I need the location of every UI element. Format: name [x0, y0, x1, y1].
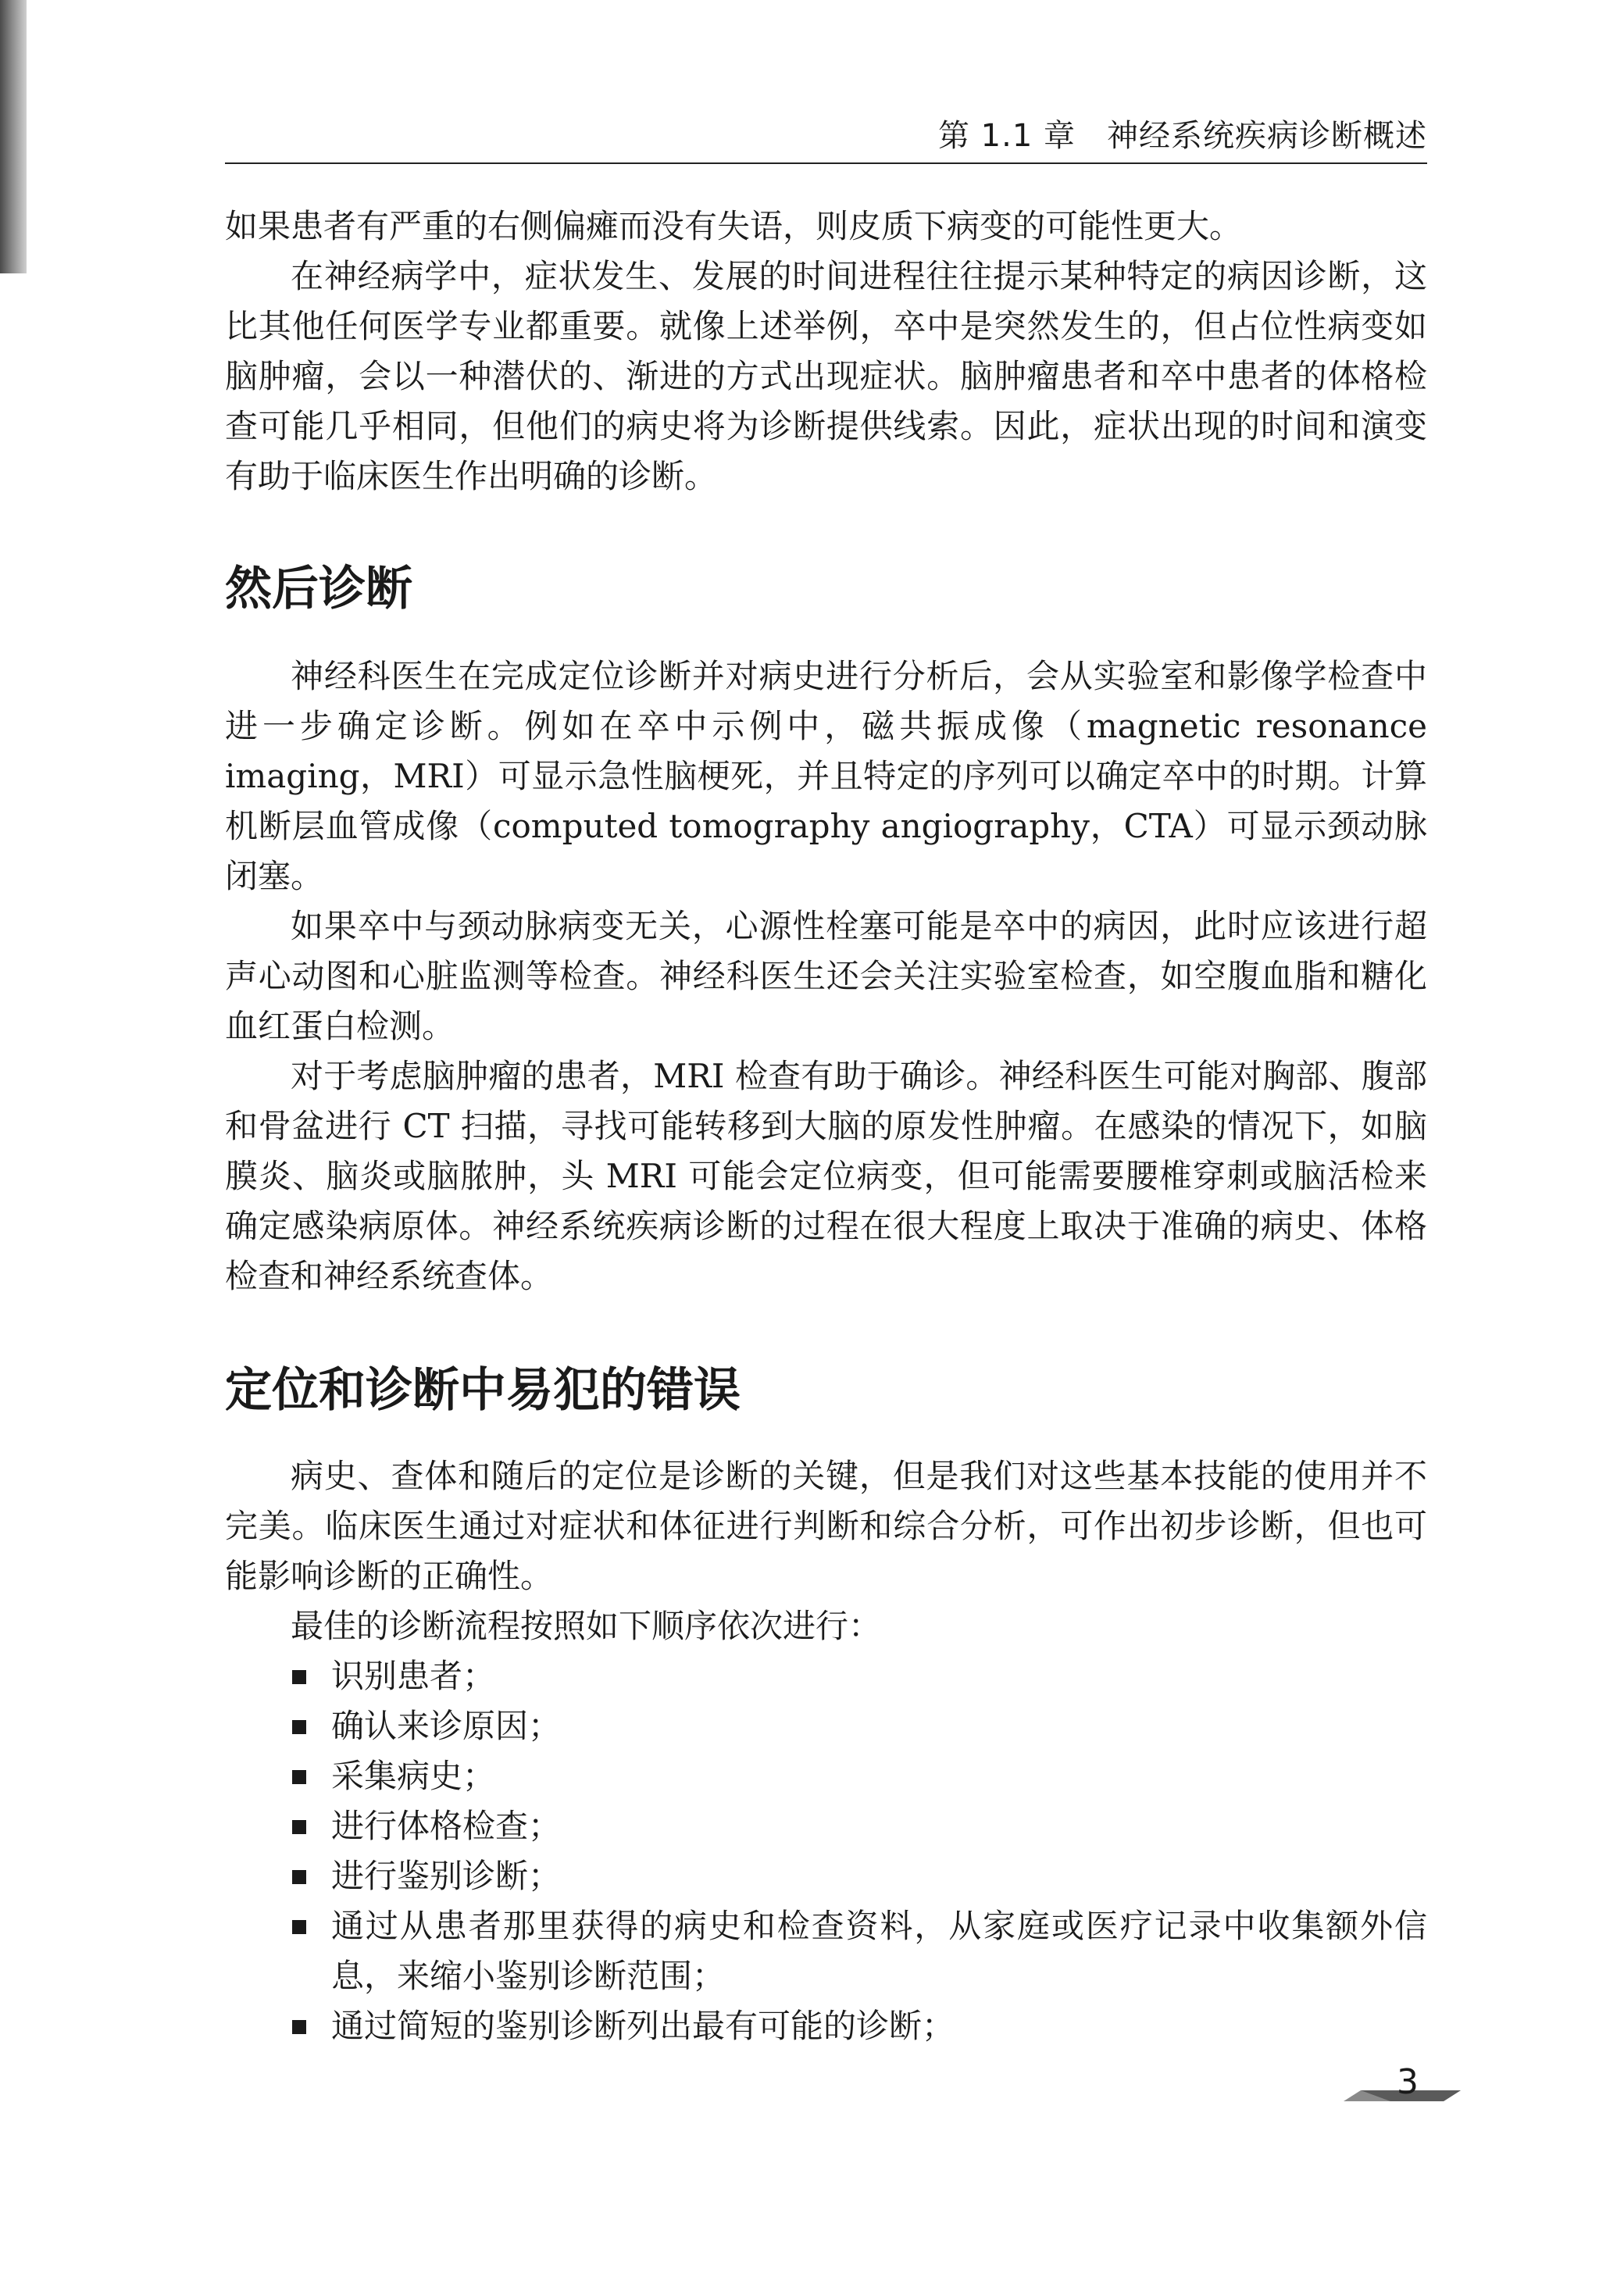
- bullet-square-icon: [292, 1920, 306, 1934]
- bullet-square-icon: [292, 1870, 306, 1884]
- list-item: 通过从患者那里获得的病史和检查资料，从家庭或医疗记录中收集额外信息，来缩小鉴别诊断范围；: [225, 1901, 1427, 2001]
- bullet-square-icon: [292, 1720, 306, 1734]
- list-item: 识别患者；: [225, 1651, 1427, 1701]
- header-title: 神经系统疾病诊断概述: [1107, 118, 1427, 154]
- bullet-square-icon: [292, 1770, 306, 1784]
- running-header: [938, 111, 1427, 155]
- paragraph-tumor: 对于考虑脑肿瘤的患者，MRI 检查有助于确诊。神经科医生可能对胸部、腹部和骨盆进行 CT 扫描，寻找可能转移到大脑的原发性肿瘤。在感染的情况下，如脑膜炎、脑炎或脑脓肿，头 MRI 可能会定位病变，但可能需要腰椎穿刺或脑活检来确定感染病原体。神经系统疾病诊断的过程在很大程度上取决于准确的病史、体格检查和神经系统查体。: [225, 1057, 1427, 1295]
- paragraph-cardiac: 如果卒中与颈动脉病变无关，心源性栓塞可能是卒中的病因，此时应该进行超声心动图和心脏监测等检查。神经科医生还会关注实验室检查，如空腹血脂和糖化血红蛋白检测。: [225, 907, 1427, 1045]
- header-chapter: 第 1.1 章: [937, 118, 1076, 154]
- edge-thumb-tab: [0, 0, 27, 273]
- paragraph-workflow-intro: 最佳的诊断流程按照如下顺序依次进行：: [291, 1607, 882, 1645]
- bullet-square-icon: [292, 1670, 306, 1684]
- paragraph-time-course: 在神经病学中，症状发生、发展的时间进程往往提示某种特定的病因诊断，这比其他任何医学专业都重要。就像上述举例，卒中是突然发生的，但占位性病变如脑肿瘤，会以一种潜伏的、渐进的方式出现症状。脑肿瘤患者和卒中患者的体格检查可能几乎相同，但他们的病史将为诊断提供线索。因此，症状出现的时间和演变有助于临床医生作出明确的诊断。: [225, 257, 1427, 495]
- page-number: 3: [1397, 2062, 1419, 2102]
- paragraph-errors-intro: 病史、查体和随后的定位是诊断的关键，但是我们对这些基本技能的使用并不完美。临床医生通过对症状和体征进行判断和综合分析，可作出初步诊断，但也可能影响诊断的正确性。: [225, 1457, 1427, 1595]
- bullet-square-icon: [292, 1820, 306, 1834]
- paragraph-imaging: 神经科医生在完成定位诊断并对病史进行分析后，会从实验室和影像学检查中进一步确定诊断。例如在卒中示例中，磁共振成像（magnetic resonance imaging，MRI）可显示急性脑梗死，并且特定的序列可以确定卒中的时期。计算机断层血管成像（computed tomography angiography，CTA）可显示颈动脉闭塞。: [225, 657, 1427, 895]
- list-item: 采集病史；: [225, 1751, 1427, 1801]
- list-item: 进行鉴别诊断；: [225, 1851, 1427, 1901]
- paragraph-continued: 如果患者有严重的右侧偏瘫而没有失语，则皮质下病变的可能性更大。: [225, 207, 1243, 245]
- header-rule: [225, 162, 1427, 164]
- page-number-badge: [1344, 2061, 1461, 2115]
- list-item: 进行体格检查；: [225, 1801, 1427, 1851]
- section-heading-errors: 定位和诊断中易犯的错误: [225, 1363, 741, 1418]
- workflow-list: [225, 1651, 1427, 2051]
- page-body: [225, 202, 1427, 2051]
- section-heading-diagnosis: 然后诊断: [225, 562, 412, 616]
- bullet-square-icon: [292, 2020, 306, 2034]
- list-item: 通过简短的鉴别诊断列出最有可能的诊断；: [225, 2001, 1427, 2051]
- list-item: 确认来诊原因；: [225, 1701, 1427, 1751]
